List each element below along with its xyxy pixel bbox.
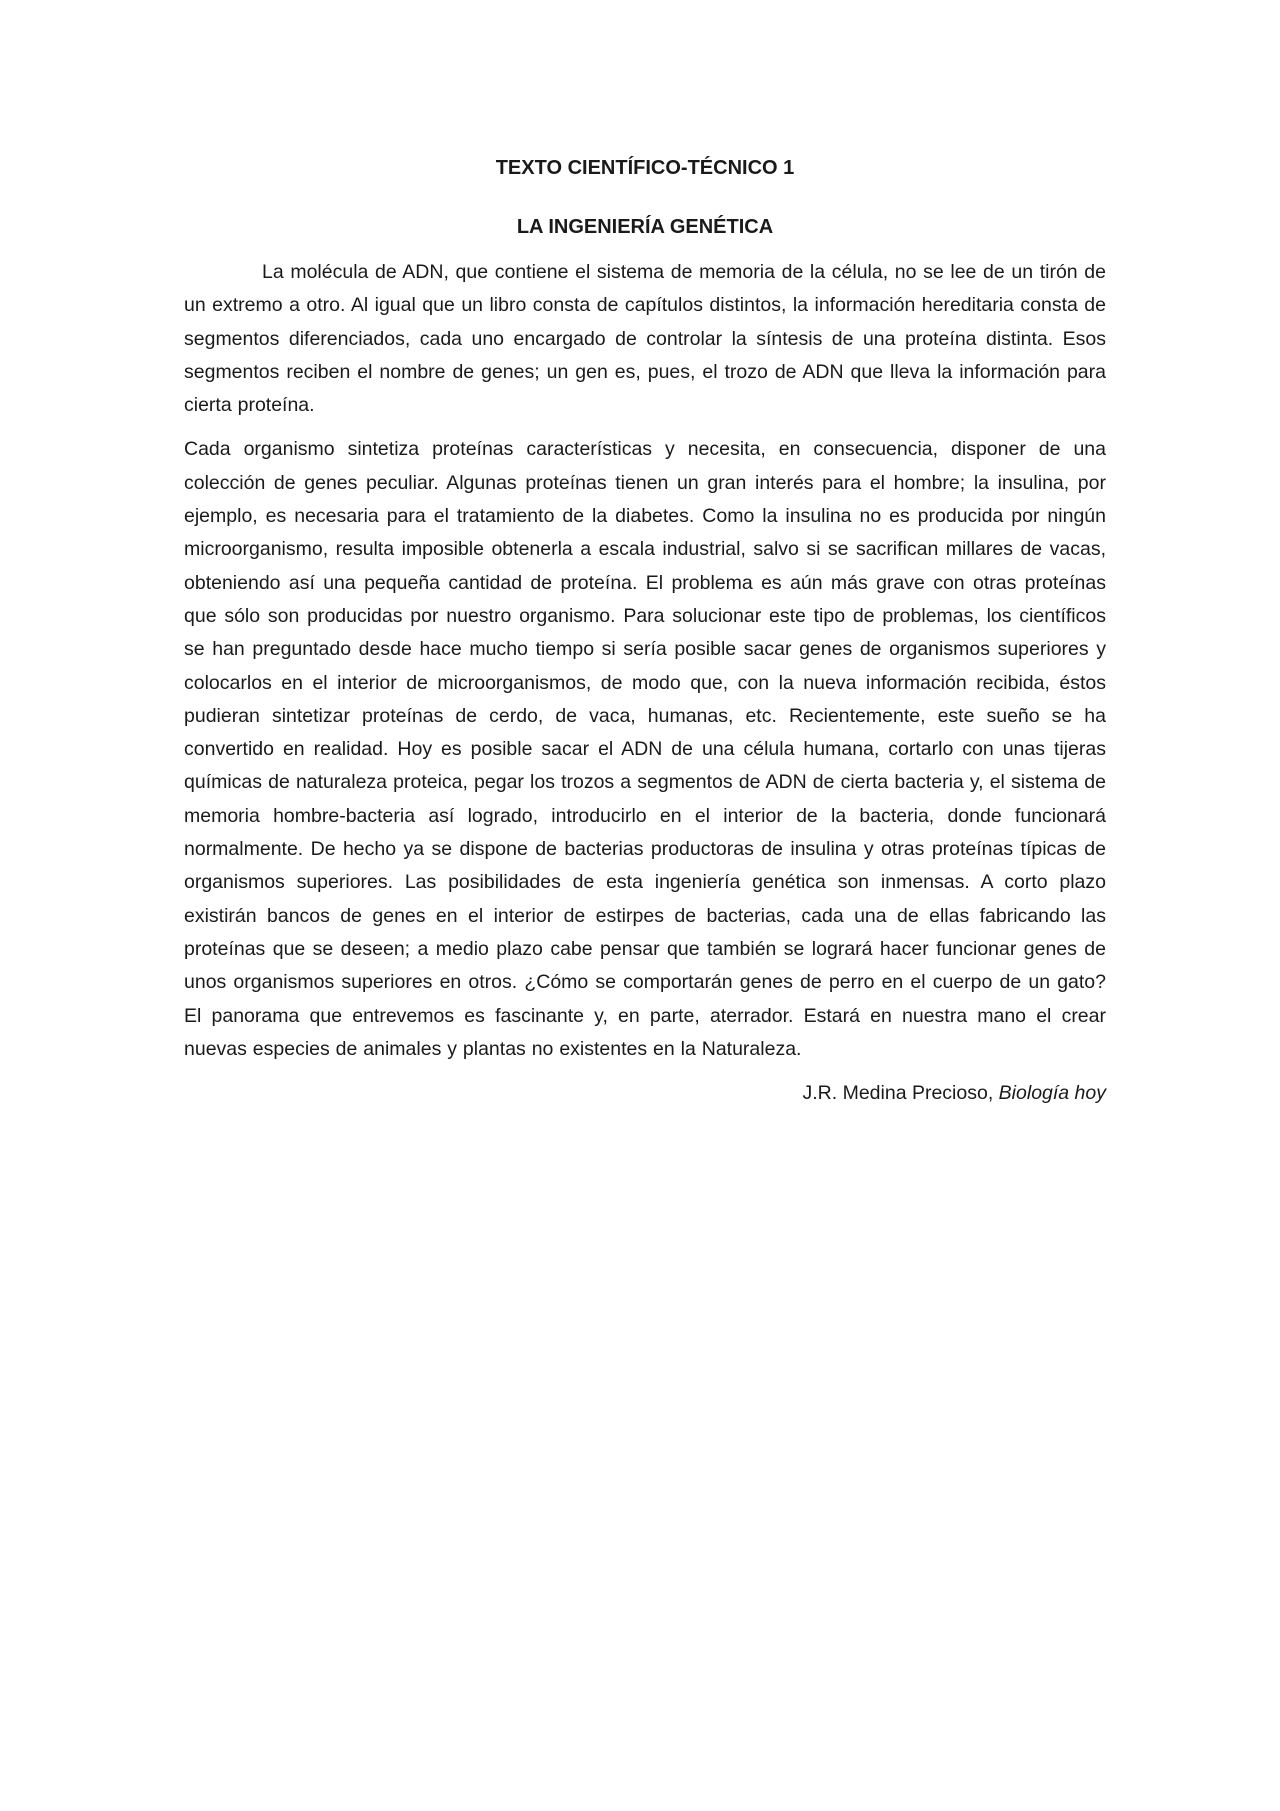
attribution <box>184 1077 1106 1110</box>
document-page <box>184 150 1106 1110</box>
paragraph-1: La molécula de ADN, que contiene el sistema de memoria de la célula, no se lee de un tirón de un extremo a otro. Al igual que un libro consta de capítulos distintos, la información hereditaria consta de segmentos diferenciados, cada uno encargado de controlar la síntesis de una proteína distinta. Esos segmentos reciben el nombre de genes; un gen es, pues, el trozo de ADN que lleva la información para cierta proteína. <box>184 261 1106 417</box>
document-title: LA INGENIERÍA GENÉTICA <box>516 216 774 238</box>
attribution-work: Biología hoy <box>998 1082 1106 1105</box>
paragraph-2: Cada organismo sintetiza proteínas características y necesita, en consecuencia, disponer de una colección de genes peculiar. Algunas proteínas tienen un gran interés para el hombre; la insulina, por ejemplo, es necesaria para el tratamiento de la diabetes. Como la insulina no es producida por ningún microorganismo, resulta imposible obtenerla a escala industrial, salvo si se sacrifican millares de vacas, obteniendo así una pequeña cantidad de proteína. El problema es aún más grave con otras proteínas que sólo son producidas por nuestro organismo. Para solucionar este tipo de problemas, los científicos se han preguntado desde hace mucho tiempo si sería posible sacar genes de organismos superiores y colocarlos en el interior de microorganismos, de modo que, con la nueva información recibida, éstos pudieran sintetizar proteínas de cerdo, de vaca, humanas, etc. Recientemente, este sueño se ha convertido en realidad. Hoy es posible sacar el ADN de una célula humana, cortarlo con unas tijeras químicas de naturaleza proteica, pegar los trozos a segmentos de ADN de cierta bacteria y, el sistema de memoria hombre-bacteria así logrado, introducirlo en el interior de la bacteria, donde funcionará normalmente. De hecho ya se dispone de bacterias productoras de insulina y otras proteínas típicas de organismos superiores. Las posibilidades de esta ingeniería genética son inmensas. A corto plazo existirán bancos de genes en el interior de estirpes de bacterias, cada una de ellas fabricando las proteínas que se deseen; a medio plazo cabe pensar que también se logrará hacer funcionar genes de unos organismos superiores en otros. ¿Cómo se comportarán genes de perro en el cuerpo de un gato? El panorama que entrevemos es fascinante y, en parte, aterrador. Estará en nuestra mano el crear nuevas especies de animales y plantas no existentes en la Naturaleza. <box>184 438 1106 1060</box>
document-heading: TEXTO CIENTÍFICO-TÉCNICO 1 <box>495 157 795 179</box>
attribution-author: J.R. Medina Precioso, <box>802 1082 999 1105</box>
